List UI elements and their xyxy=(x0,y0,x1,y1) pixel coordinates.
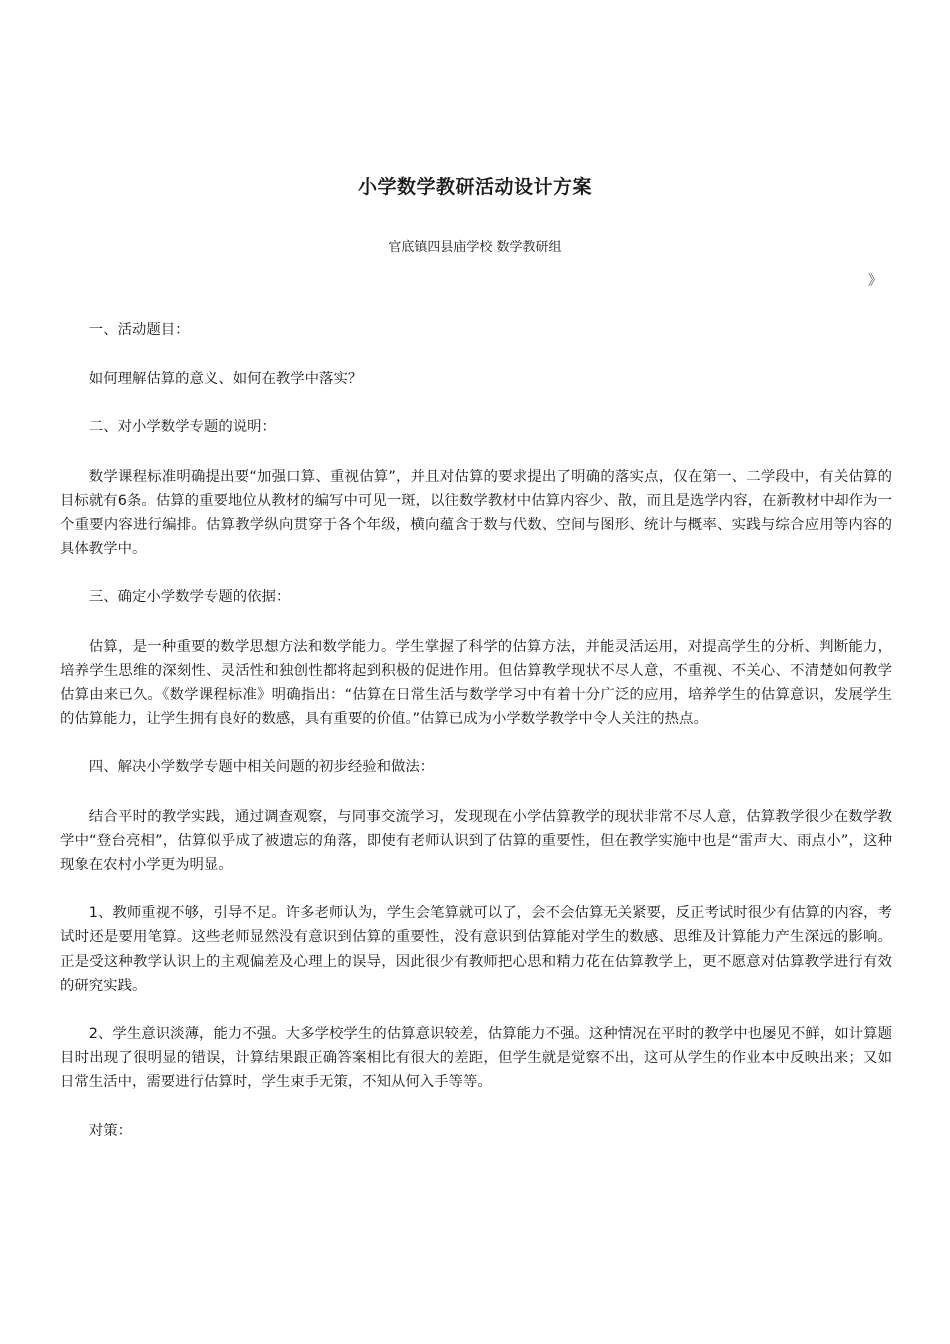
document-subtitle: 官底镇四县庙学校 数学教研组 xyxy=(388,240,562,255)
document-body xyxy=(60,318,892,1168)
section-heading-topic-basis: 三、确定小学数学专题的依据： xyxy=(88,589,291,606)
paragraph-topic-description: 数学课程标准明确提出要“加强口算、重视估算”，并且对估算的要求提出了明确的落实点，仅在第一、二学段中，有关估算的目标就有6条。估算的重要地位从教材的编写中可见一斑，以往数学教材中估算内容少、散，而且是选学内容，在新教材中却作为一个重要内容进行编排。估算教学纵向贯穿于各个年级，横向蕴含于数与代数、空间与图形、统计与概率、实践与综合应用等内容的具体教学中。 xyxy=(60,468,892,558)
section-heading-countermeasures: 对策： xyxy=(88,1122,132,1139)
paragraph-experience-intro: 结合平时的教学实践，通过调查观察，与同事交流学习，发现现在小学估算教学的现状非常不尽人意，估算教学很少在数学教学中“登台亮相”，估算似乎成了被遗忘的角落，即使有老师认识到了估算的重要性，但在教学实施中也是“雷声大、雨点小”，这种现象在农村小学更为明显。 xyxy=(60,808,892,874)
section-heading-activity-topic: 一、活动题目： xyxy=(88,322,190,338)
paragraph-topic-basis: 估算，是一种重要的数学思想方法和数学能力。学生掌握了科学的估算方法，并能灵活运用，对提高学生的分析、判断能力，培养学生思维的深刻性、灵活性和独创性都将起到积极的促进作用。但估算教学现状不尽人意，不重视、不关心、不清楚如何教学估算由来已久。《数学课程标准》明确指出：“估算在日常生活与数学学习中有着十分广泛的应用，培养学生的估算意识，发展学生的估算能力，让学生拥有良好的数感，具有重要的价值。”估算已成为小学数学教学中令人关注的热点。 xyxy=(60,638,892,728)
closing-mark: 》 xyxy=(868,273,882,289)
paragraph-student-issue: 2、学生意识淡薄，能力不强。大多学校学生的估算意识较差，估算能力不强。这种情况在平时的教学中也屡见不鲜，如计算题目时出现了很明显的错误，计算结果跟正确答案相比有很大的差距，但学生就是觉察不出，这可从学生的作业本中反映出来；又如日常生活中，需要进行估算时，学生束手无策，不知从何入手等等。 xyxy=(60,1026,892,1091)
section-heading-experience: 四、解决小学数学专题中相关问题的初步经验和做法： xyxy=(88,759,435,776)
section-heading-topic-description: 二、对小学数学专题的说明： xyxy=(88,419,276,436)
document-title: 小学数学教研活动设计方案 xyxy=(357,176,592,198)
paragraph-activity-topic: 如何理解估算的意义、如何在教学中落实？ xyxy=(88,371,363,388)
paragraph-teacher-issue: 1、教师重视不够，引导不足。许多老师认为，学生会笔算就可以了，会不会估算无关紧要，反正考试时很少有估算的内容，考试时还是要用笔算。这些老师显然没有意识到估算的重要性，没有意识到估算能对学生的数感、思维及计算能力产生深远的影响。正是受这种教学认识上的主观偏差及心理上的误导，因此很少有教师把心思和精力花在估算教学上，更不愿意对估算教学进行有效的研究实践。 xyxy=(60,905,892,994)
